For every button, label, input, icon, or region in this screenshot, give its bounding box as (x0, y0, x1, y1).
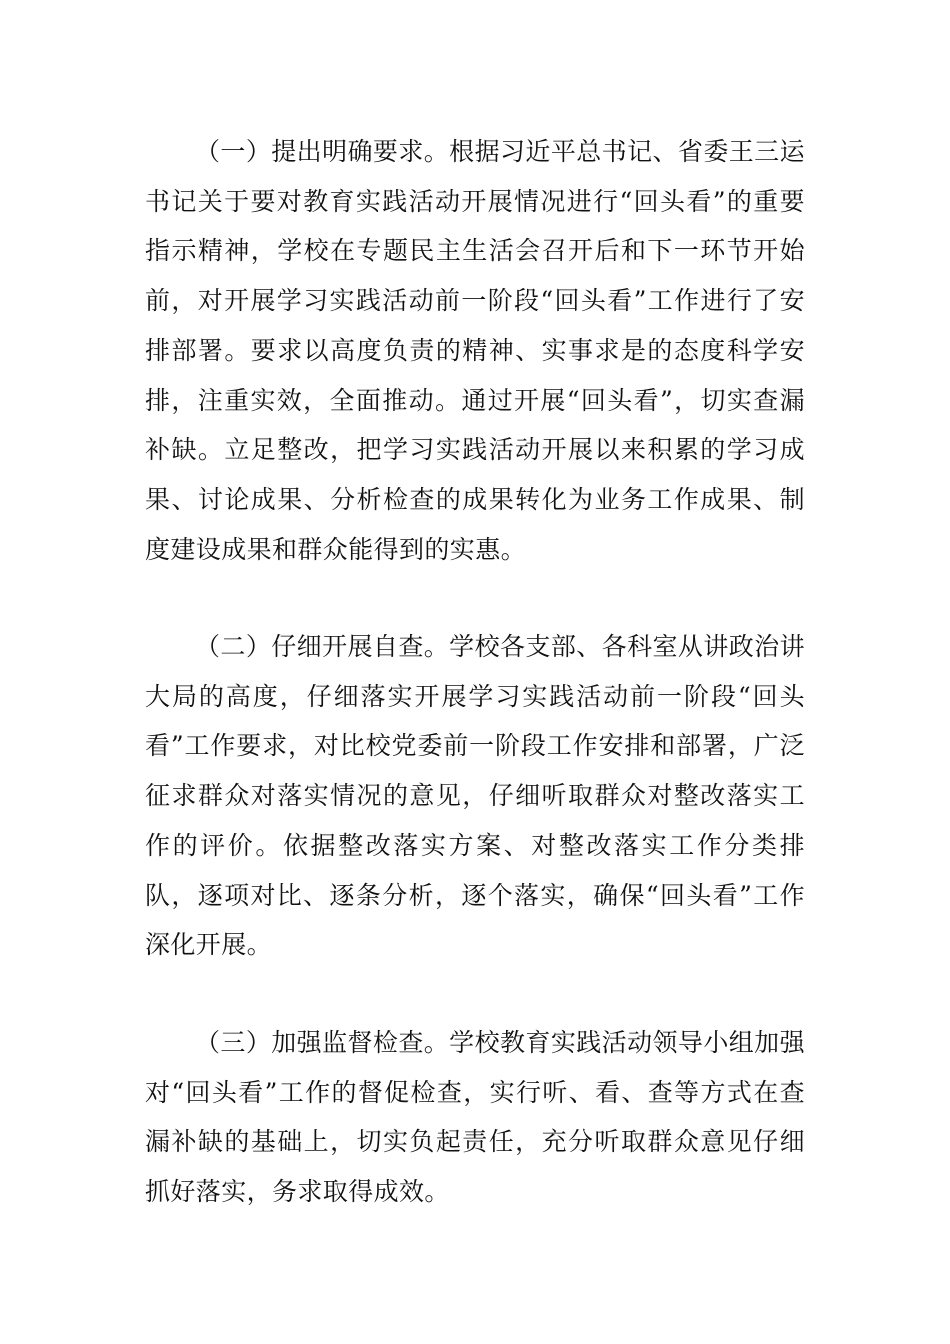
paragraph-supervision: （三）加强监督检查。学校教育实践活动领导小组加强对“回头看”工作的督促检查，实行听、看、查等方式在查漏补缺的基础上，切实负起责任，充分听取群众意见仔细抓好落实，务求取得成效。 (145, 1028, 805, 1207)
paragraph-self-inspection: （二）仔细开展自查。学校各支部、各科室从讲政治讲大局的高度，仔细落实开展学习实践活动前一阶段“回头看”工作要求，对比校党委前一阶段工作安排和部署，广泛征求群众对落实情况的意见，仔细听取群众对整改落实工作的评价。依据整改落实方案、对整改落实工作分类排队，逐项对比、逐条分析，逐个落实，确保“回头看”工作深化开展。 (145, 632, 805, 960)
paragraph-requirements: （一）提出明确要求。根据习近平总书记、省委王三运书记关于要对教育实践活动开展情况进行“回头看”的重要指示精神，学校在专题民主生活会召开后和下一环节开始前，对开展学习实践活动前一阶段“回头看”工作进行了安排部署。要求以高度负责的精神、实事求是的态度科学安排，注重实效，全面推动。通过开展“回头看”，切实查漏补缺。立足整改，把学习实践活动开展以来积累的学习成果、讨论成果、分析检查的成果转化为业务工作成果、制度建设成果和群众能得到的实惠。 (145, 137, 805, 564)
